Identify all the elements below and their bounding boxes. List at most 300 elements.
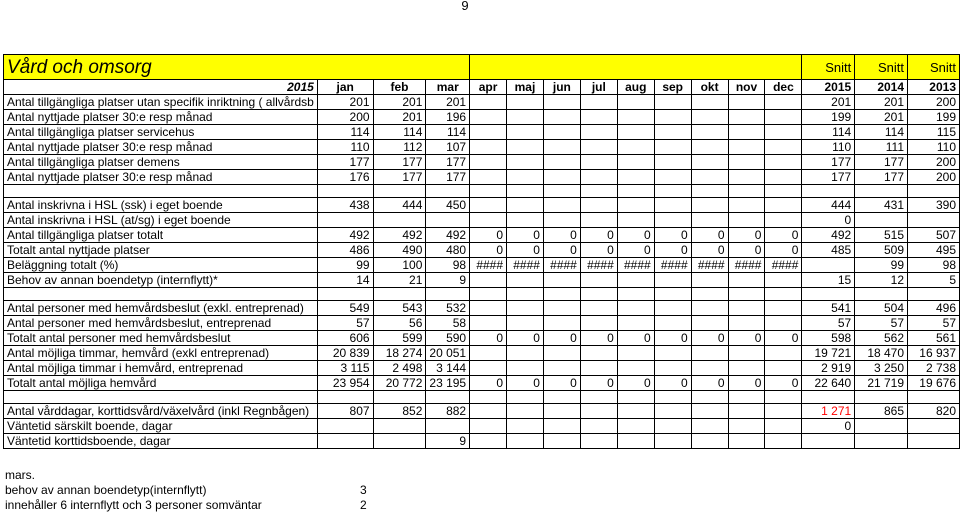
month-value-cell bbox=[470, 170, 507, 185]
month-value-cell: 492 bbox=[426, 228, 470, 243]
month-value-cell bbox=[373, 434, 426, 449]
average-value-cell: 115 bbox=[908, 125, 960, 140]
notes-month: mars. bbox=[5, 468, 35, 482]
month-value-cell bbox=[317, 434, 373, 449]
table-row bbox=[4, 273, 960, 288]
month-value-cell bbox=[470, 434, 507, 449]
month-value-cell bbox=[507, 301, 544, 316]
month-value-cell: 0 bbox=[691, 228, 728, 243]
month-value-cell bbox=[373, 419, 426, 434]
month-value-cell: 3 115 bbox=[317, 361, 373, 376]
month-value-cell: 0 bbox=[580, 228, 617, 243]
month-value-cell: 201 bbox=[426, 95, 470, 110]
month-value-cell: 438 bbox=[317, 198, 373, 213]
empty-cell bbox=[855, 391, 908, 404]
header-month: mar bbox=[426, 80, 470, 95]
month-value-cell: 114 bbox=[426, 125, 470, 140]
month-value-cell: 0 bbox=[470, 376, 507, 391]
month-value-cell bbox=[580, 170, 617, 185]
average-value-cell: 3 250 bbox=[855, 361, 908, 376]
header-month: sep bbox=[654, 80, 691, 95]
table-row bbox=[4, 170, 960, 185]
month-value-cell bbox=[543, 273, 580, 288]
header-avg-year: 2015 bbox=[802, 80, 855, 95]
month-value-cell: 177 bbox=[317, 155, 373, 170]
month-value-cell bbox=[617, 213, 654, 228]
month-value-cell: 177 bbox=[426, 170, 470, 185]
month-value-cell: 114 bbox=[317, 125, 373, 140]
empty-cell bbox=[580, 391, 617, 404]
month-value-cell bbox=[543, 361, 580, 376]
month-value-cell: 57 bbox=[317, 316, 373, 331]
month-value-cell bbox=[765, 110, 802, 125]
empty-cell bbox=[543, 391, 580, 404]
average-value-cell: 562 bbox=[855, 331, 908, 346]
month-value-cell: #### bbox=[470, 258, 507, 273]
month-value-cell bbox=[580, 110, 617, 125]
month-value-cell bbox=[617, 125, 654, 140]
header-month: nov bbox=[728, 80, 765, 95]
average-value-cell: 98 bbox=[908, 258, 960, 273]
average-value-cell bbox=[908, 419, 960, 434]
month-value-cell bbox=[691, 346, 728, 361]
empty-cell bbox=[691, 288, 728, 301]
table-row bbox=[4, 346, 960, 361]
month-value-cell bbox=[765, 361, 802, 376]
month-value-cell bbox=[691, 213, 728, 228]
month-value-cell: 23 195 bbox=[426, 376, 470, 391]
table-row bbox=[4, 243, 960, 258]
month-value-cell bbox=[507, 140, 544, 155]
month-value-cell: 9 bbox=[426, 273, 470, 288]
note-value: 3 bbox=[360, 483, 367, 497]
month-value-cell bbox=[728, 140, 765, 155]
empty-cell bbox=[543, 288, 580, 301]
empty-cell bbox=[507, 288, 544, 301]
month-value-cell bbox=[543, 110, 580, 125]
month-value-cell bbox=[617, 110, 654, 125]
note-text: behov av annan boendetyp(internflytt) bbox=[5, 483, 207, 497]
month-value-cell bbox=[617, 198, 654, 213]
snitt-label: Snitt bbox=[802, 55, 855, 80]
table-row bbox=[4, 198, 960, 213]
month-value-cell: 0 bbox=[691, 243, 728, 258]
empty-cell bbox=[691, 391, 728, 404]
month-value-cell bbox=[765, 198, 802, 213]
month-value-cell: 201 bbox=[317, 95, 373, 110]
month-value-cell bbox=[470, 125, 507, 140]
empty-cell bbox=[654, 185, 691, 198]
month-value-cell bbox=[580, 273, 617, 288]
month-value-cell bbox=[654, 140, 691, 155]
month-value-cell bbox=[728, 170, 765, 185]
notes bbox=[5, 468, 367, 513]
month-value-cell: 0 bbox=[507, 331, 544, 346]
month-value-cell bbox=[580, 434, 617, 449]
average-value-cell: 201 bbox=[855, 110, 908, 125]
month-value-cell: 98 bbox=[426, 258, 470, 273]
row-label: Antal personer med hemvårdsbeslut, entreprenad bbox=[4, 316, 318, 331]
empty-cell bbox=[802, 288, 855, 301]
month-value-cell bbox=[543, 125, 580, 140]
row-label: Väntetid korttidsboende, dagar bbox=[4, 434, 318, 449]
month-value-cell bbox=[691, 125, 728, 140]
average-value-cell: 1 271 bbox=[802, 404, 855, 419]
average-value-cell: 199 bbox=[802, 110, 855, 125]
average-value-cell: 16 937 bbox=[908, 346, 960, 361]
month-value-cell: 0 bbox=[765, 228, 802, 243]
table-row bbox=[4, 140, 960, 155]
average-value-cell: 111 bbox=[855, 140, 908, 155]
month-value-cell bbox=[580, 140, 617, 155]
month-value-cell bbox=[580, 301, 617, 316]
average-value-cell: 201 bbox=[855, 95, 908, 110]
month-value-cell: 0 bbox=[728, 243, 765, 258]
month-value-cell: 599 bbox=[373, 331, 426, 346]
month-value-cell bbox=[543, 95, 580, 110]
month-value-cell: #### bbox=[543, 258, 580, 273]
month-value-cell: #### bbox=[507, 258, 544, 273]
month-value-cell: 196 bbox=[426, 110, 470, 125]
row-label: Väntetid särskilt boende, dagar bbox=[4, 419, 318, 434]
average-value-cell: 504 bbox=[855, 301, 908, 316]
month-value-cell bbox=[765, 125, 802, 140]
empty-cell bbox=[855, 185, 908, 198]
row-label: Totalt antal personer med hemvårdsbeslut bbox=[4, 331, 318, 346]
header-month: maj bbox=[507, 80, 544, 95]
month-value-cell bbox=[470, 419, 507, 434]
average-value-cell: 114 bbox=[855, 125, 908, 140]
month-value-cell bbox=[580, 125, 617, 140]
month-value-cell: 58 bbox=[426, 316, 470, 331]
month-value-cell: 0 bbox=[580, 243, 617, 258]
month-value-cell bbox=[765, 301, 802, 316]
month-value-cell bbox=[507, 125, 544, 140]
month-value-cell bbox=[728, 198, 765, 213]
average-value-cell: 114 bbox=[802, 125, 855, 140]
month-value-cell bbox=[654, 198, 691, 213]
average-value-cell: 99 bbox=[855, 258, 908, 273]
month-value-cell: 56 bbox=[373, 316, 426, 331]
title-spacer bbox=[470, 55, 802, 80]
month-value-cell bbox=[507, 198, 544, 213]
month-value-cell bbox=[728, 110, 765, 125]
average-value-cell bbox=[802, 434, 855, 449]
month-value-cell bbox=[654, 273, 691, 288]
month-value-cell bbox=[617, 170, 654, 185]
month-value-cell: 0 bbox=[470, 243, 507, 258]
month-value-cell bbox=[691, 434, 728, 449]
note-text: innehåller 6 internflytt och 3 personer somväntar bbox=[5, 498, 262, 512]
month-value-cell: 0 bbox=[617, 331, 654, 346]
average-value-cell: 496 bbox=[908, 301, 960, 316]
empty-cell bbox=[317, 391, 373, 404]
month-value-cell bbox=[470, 346, 507, 361]
average-value-cell: 0 bbox=[802, 213, 855, 228]
row-label: Antal möjliga timmar i hemvård, entreprenad bbox=[4, 361, 318, 376]
header-month: jan bbox=[317, 80, 373, 95]
month-value-cell bbox=[317, 419, 373, 434]
table-row bbox=[4, 404, 960, 419]
month-value-cell bbox=[765, 404, 802, 419]
row-label: Totalt antal möjliga hemvård bbox=[4, 376, 318, 391]
table-row bbox=[4, 419, 960, 434]
month-value-cell bbox=[317, 213, 373, 228]
month-value-cell bbox=[580, 198, 617, 213]
month-value-cell: 532 bbox=[426, 301, 470, 316]
month-value-cell bbox=[691, 95, 728, 110]
month-value-cell bbox=[691, 301, 728, 316]
month-value-cell: 21 bbox=[373, 273, 426, 288]
month-value-cell: 807 bbox=[317, 404, 373, 419]
month-value-cell: #### bbox=[728, 258, 765, 273]
empty-cell bbox=[617, 185, 654, 198]
average-value-cell: 177 bbox=[855, 155, 908, 170]
month-value-cell bbox=[654, 213, 691, 228]
empty-cell bbox=[728, 391, 765, 404]
average-value-cell: 15 bbox=[802, 273, 855, 288]
empty-cell bbox=[580, 185, 617, 198]
month-value-cell bbox=[470, 140, 507, 155]
month-value-cell bbox=[507, 434, 544, 449]
month-value-cell bbox=[507, 404, 544, 419]
month-value-cell bbox=[691, 110, 728, 125]
empty-cell bbox=[4, 391, 318, 404]
month-value-cell bbox=[654, 155, 691, 170]
empty-cell bbox=[691, 185, 728, 198]
empty-cell bbox=[426, 391, 470, 404]
month-value-cell: 0 bbox=[765, 376, 802, 391]
average-value-cell: 199 bbox=[908, 110, 960, 125]
average-value-cell: 201 bbox=[802, 95, 855, 110]
average-value-cell: 598 bbox=[802, 331, 855, 346]
month-value-cell: 0 bbox=[654, 331, 691, 346]
month-value-cell bbox=[580, 316, 617, 331]
empty-cell bbox=[765, 391, 802, 404]
month-value-cell bbox=[728, 95, 765, 110]
month-value-cell bbox=[691, 273, 728, 288]
average-value-cell: 5 bbox=[908, 273, 960, 288]
month-value-cell bbox=[543, 140, 580, 155]
month-value-cell: 492 bbox=[373, 228, 426, 243]
row-label: Beläggning totalt (%) bbox=[4, 258, 318, 273]
title-row bbox=[4, 55, 960, 80]
month-value-cell: 0 bbox=[470, 228, 507, 243]
month-value-cell bbox=[470, 95, 507, 110]
month-value-cell bbox=[470, 316, 507, 331]
month-value-cell: 444 bbox=[373, 198, 426, 213]
month-value-cell bbox=[691, 419, 728, 434]
average-value-cell: 0 bbox=[802, 419, 855, 434]
month-value-cell bbox=[507, 95, 544, 110]
row-label: Antal nyttjade platser 30:e resp månad bbox=[4, 140, 318, 155]
table-row bbox=[4, 331, 960, 346]
month-value-cell: 0 bbox=[765, 331, 802, 346]
month-value-cell: 3 144 bbox=[426, 361, 470, 376]
row-label: Behov av annan boendetyp (internflytt)* bbox=[4, 273, 318, 288]
month-value-cell: 0 bbox=[691, 376, 728, 391]
empty-cell bbox=[373, 391, 426, 404]
empty-cell bbox=[4, 288, 318, 301]
month-value-cell: 0 bbox=[654, 376, 691, 391]
average-value-cell: 21 719 bbox=[855, 376, 908, 391]
month-value-cell: 9 bbox=[426, 434, 470, 449]
month-value-cell: 492 bbox=[317, 228, 373, 243]
note-line bbox=[5, 483, 367, 498]
month-value-cell: 0 bbox=[543, 228, 580, 243]
month-value-cell bbox=[617, 316, 654, 331]
note-line bbox=[5, 498, 367, 513]
month-value-cell bbox=[728, 434, 765, 449]
month-value-cell: 0 bbox=[580, 376, 617, 391]
month-value-cell bbox=[654, 125, 691, 140]
month-value-cell: 490 bbox=[373, 243, 426, 258]
month-value-cell bbox=[543, 316, 580, 331]
month-value-cell: 0 bbox=[507, 376, 544, 391]
average-value-cell bbox=[802, 258, 855, 273]
snitt-label: Snitt bbox=[908, 55, 960, 80]
header-month: jun bbox=[543, 80, 580, 95]
month-value-cell bbox=[580, 155, 617, 170]
month-value-cell bbox=[765, 155, 802, 170]
month-value-cell bbox=[470, 361, 507, 376]
month-value-cell: 18 274 bbox=[373, 346, 426, 361]
month-value-cell bbox=[543, 198, 580, 213]
month-value-cell bbox=[728, 273, 765, 288]
average-value-cell: 177 bbox=[855, 170, 908, 185]
empty-cell bbox=[507, 185, 544, 198]
month-value-cell bbox=[373, 213, 426, 228]
month-value-cell: 0 bbox=[654, 243, 691, 258]
month-value-cell bbox=[543, 170, 580, 185]
month-value-cell: 0 bbox=[617, 243, 654, 258]
table-row bbox=[4, 155, 960, 170]
month-value-cell: 0 bbox=[543, 331, 580, 346]
month-value-cell bbox=[765, 273, 802, 288]
table-row bbox=[4, 125, 960, 140]
row-label: Antal nyttjade platser 30:e resp månad bbox=[4, 170, 318, 185]
empty-cell bbox=[426, 185, 470, 198]
average-value-cell: 200 bbox=[908, 155, 960, 170]
average-value-cell: 865 bbox=[855, 404, 908, 419]
table-row bbox=[4, 434, 960, 449]
average-value-cell: 110 bbox=[908, 140, 960, 155]
empty-cell bbox=[317, 288, 373, 301]
month-value-cell bbox=[543, 419, 580, 434]
month-value-cell bbox=[543, 404, 580, 419]
table-row bbox=[4, 316, 960, 331]
month-value-cell: 99 bbox=[317, 258, 373, 273]
month-value-cell bbox=[543, 155, 580, 170]
empty-cell bbox=[580, 288, 617, 301]
month-value-cell bbox=[470, 110, 507, 125]
header-month: aug bbox=[617, 80, 654, 95]
month-value-cell: 23 954 bbox=[317, 376, 373, 391]
month-value-cell: 20 839 bbox=[317, 346, 373, 361]
header-month: okt bbox=[691, 80, 728, 95]
table-row bbox=[4, 95, 960, 110]
empty-cell bbox=[765, 185, 802, 198]
month-value-cell: 450 bbox=[426, 198, 470, 213]
month-value-cell: 0 bbox=[507, 243, 544, 258]
month-value-cell bbox=[765, 170, 802, 185]
month-value-cell bbox=[728, 155, 765, 170]
row-label: Antal personer med hemvårdsbeslut (exkl. entreprenad) bbox=[4, 301, 318, 316]
average-value-cell: 390 bbox=[908, 198, 960, 213]
row-label: Antal tillgängliga platser utan specifik inriktning ( allvårdsb bbox=[4, 95, 318, 110]
month-value-cell: 20 772 bbox=[373, 376, 426, 391]
month-value-cell: 480 bbox=[426, 243, 470, 258]
month-value-cell: #### bbox=[654, 258, 691, 273]
month-value-cell bbox=[507, 155, 544, 170]
month-value-cell bbox=[765, 95, 802, 110]
month-value-cell: 549 bbox=[317, 301, 373, 316]
month-value-cell bbox=[507, 110, 544, 125]
empty-cell bbox=[617, 391, 654, 404]
row-label: Antal tillgängliga platser totalt bbox=[4, 228, 318, 243]
average-value-cell: 561 bbox=[908, 331, 960, 346]
month-value-cell bbox=[470, 155, 507, 170]
month-value-cell bbox=[654, 346, 691, 361]
average-value-cell: 495 bbox=[908, 243, 960, 258]
header-month: feb bbox=[373, 80, 426, 95]
month-value-cell bbox=[617, 273, 654, 288]
month-value-cell: 0 bbox=[765, 243, 802, 258]
month-value-cell bbox=[580, 346, 617, 361]
spacer-row bbox=[4, 185, 960, 198]
month-value-cell bbox=[507, 361, 544, 376]
month-value-cell bbox=[654, 170, 691, 185]
empty-cell bbox=[908, 288, 960, 301]
month-value-cell: 100 bbox=[373, 258, 426, 273]
month-value-cell bbox=[654, 434, 691, 449]
month-value-cell bbox=[470, 404, 507, 419]
month-value-cell bbox=[470, 198, 507, 213]
empty-cell bbox=[617, 288, 654, 301]
empty-cell bbox=[654, 288, 691, 301]
average-value-cell: 444 bbox=[802, 198, 855, 213]
month-value-cell: 177 bbox=[373, 170, 426, 185]
sheet-title: Vård och omsorg bbox=[4, 55, 470, 80]
month-value-cell bbox=[654, 404, 691, 419]
month-value-cell: 110 bbox=[317, 140, 373, 155]
average-value-cell: 22 640 bbox=[802, 376, 855, 391]
month-value-cell bbox=[507, 316, 544, 331]
average-value-cell: 200 bbox=[908, 170, 960, 185]
average-value-cell: 110 bbox=[802, 140, 855, 155]
average-value-cell: 57 bbox=[855, 316, 908, 331]
month-value-cell bbox=[507, 273, 544, 288]
header-avg-year: 2014 bbox=[855, 80, 908, 95]
month-value-cell bbox=[543, 213, 580, 228]
average-value-cell: 515 bbox=[855, 228, 908, 243]
empty-cell bbox=[802, 391, 855, 404]
spacer-row bbox=[4, 391, 960, 404]
month-value-cell bbox=[654, 361, 691, 376]
month-value-cell bbox=[691, 155, 728, 170]
note-value: 2 bbox=[360, 498, 367, 512]
month-value-cell bbox=[728, 419, 765, 434]
month-value-cell: #### bbox=[691, 258, 728, 273]
month-value-cell bbox=[426, 213, 470, 228]
month-value-cell bbox=[765, 419, 802, 434]
month-value-cell: 20 051 bbox=[426, 346, 470, 361]
empty-cell bbox=[426, 288, 470, 301]
month-value-cell bbox=[691, 140, 728, 155]
month-value-cell bbox=[728, 316, 765, 331]
month-value-cell bbox=[654, 316, 691, 331]
month-value-cell bbox=[765, 140, 802, 155]
